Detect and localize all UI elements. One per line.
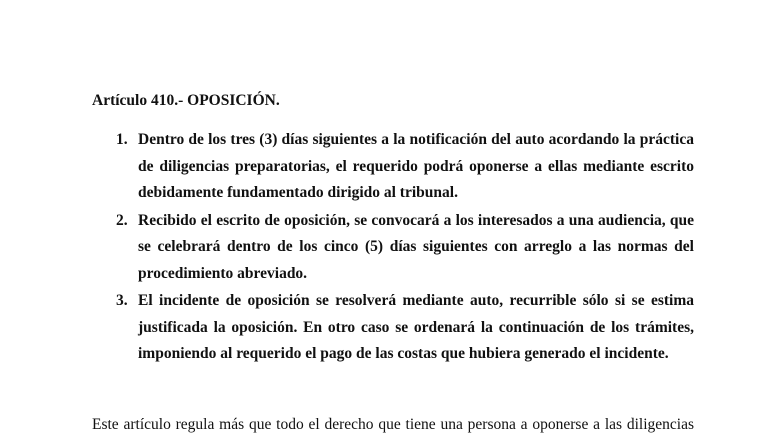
list-item-text: Dentro de los tres (3) días siguientes a la notificación del auto acordando la práctica de diligencias preparatorias, el requerido podrá oponerse a ellas mediante escrito debidamente fundamentado dirigido al tribunal.: [138, 131, 694, 201]
list-item: [116, 127, 694, 207]
list-item-number: 1.: [116, 131, 128, 148]
list-item-text: El incidente de oposición se resolverá mediante auto, recurrible sólo si se estima justificada la oposición. En otro caso se ordenará la continuación de los trámites, imponiendo al requerido el pago de las costas que hubiera generado el incidente.: [138, 292, 694, 362]
commentary-paragraph: Este artículo regula más que todo el derecho que tiene una persona a oponerse a las diligencias: [92, 416, 694, 433]
article-list: [116, 127, 694, 369]
article-heading: Artículo 410.- OPOSICIÓN.: [92, 92, 280, 109]
list-item-text: Recibido el escrito de oposición, se convocará a los interesados a una audiencia, que se celebrará dentro de los cinco (5) días siguientes con arreglo a las normas del procedimiento abreviado.: [138, 211, 694, 282]
list-item: [116, 288, 694, 368]
list-item-number: 2.: [116, 211, 128, 229]
list-item: [116, 208, 694, 288]
list-item-number: 3.: [116, 292, 128, 309]
